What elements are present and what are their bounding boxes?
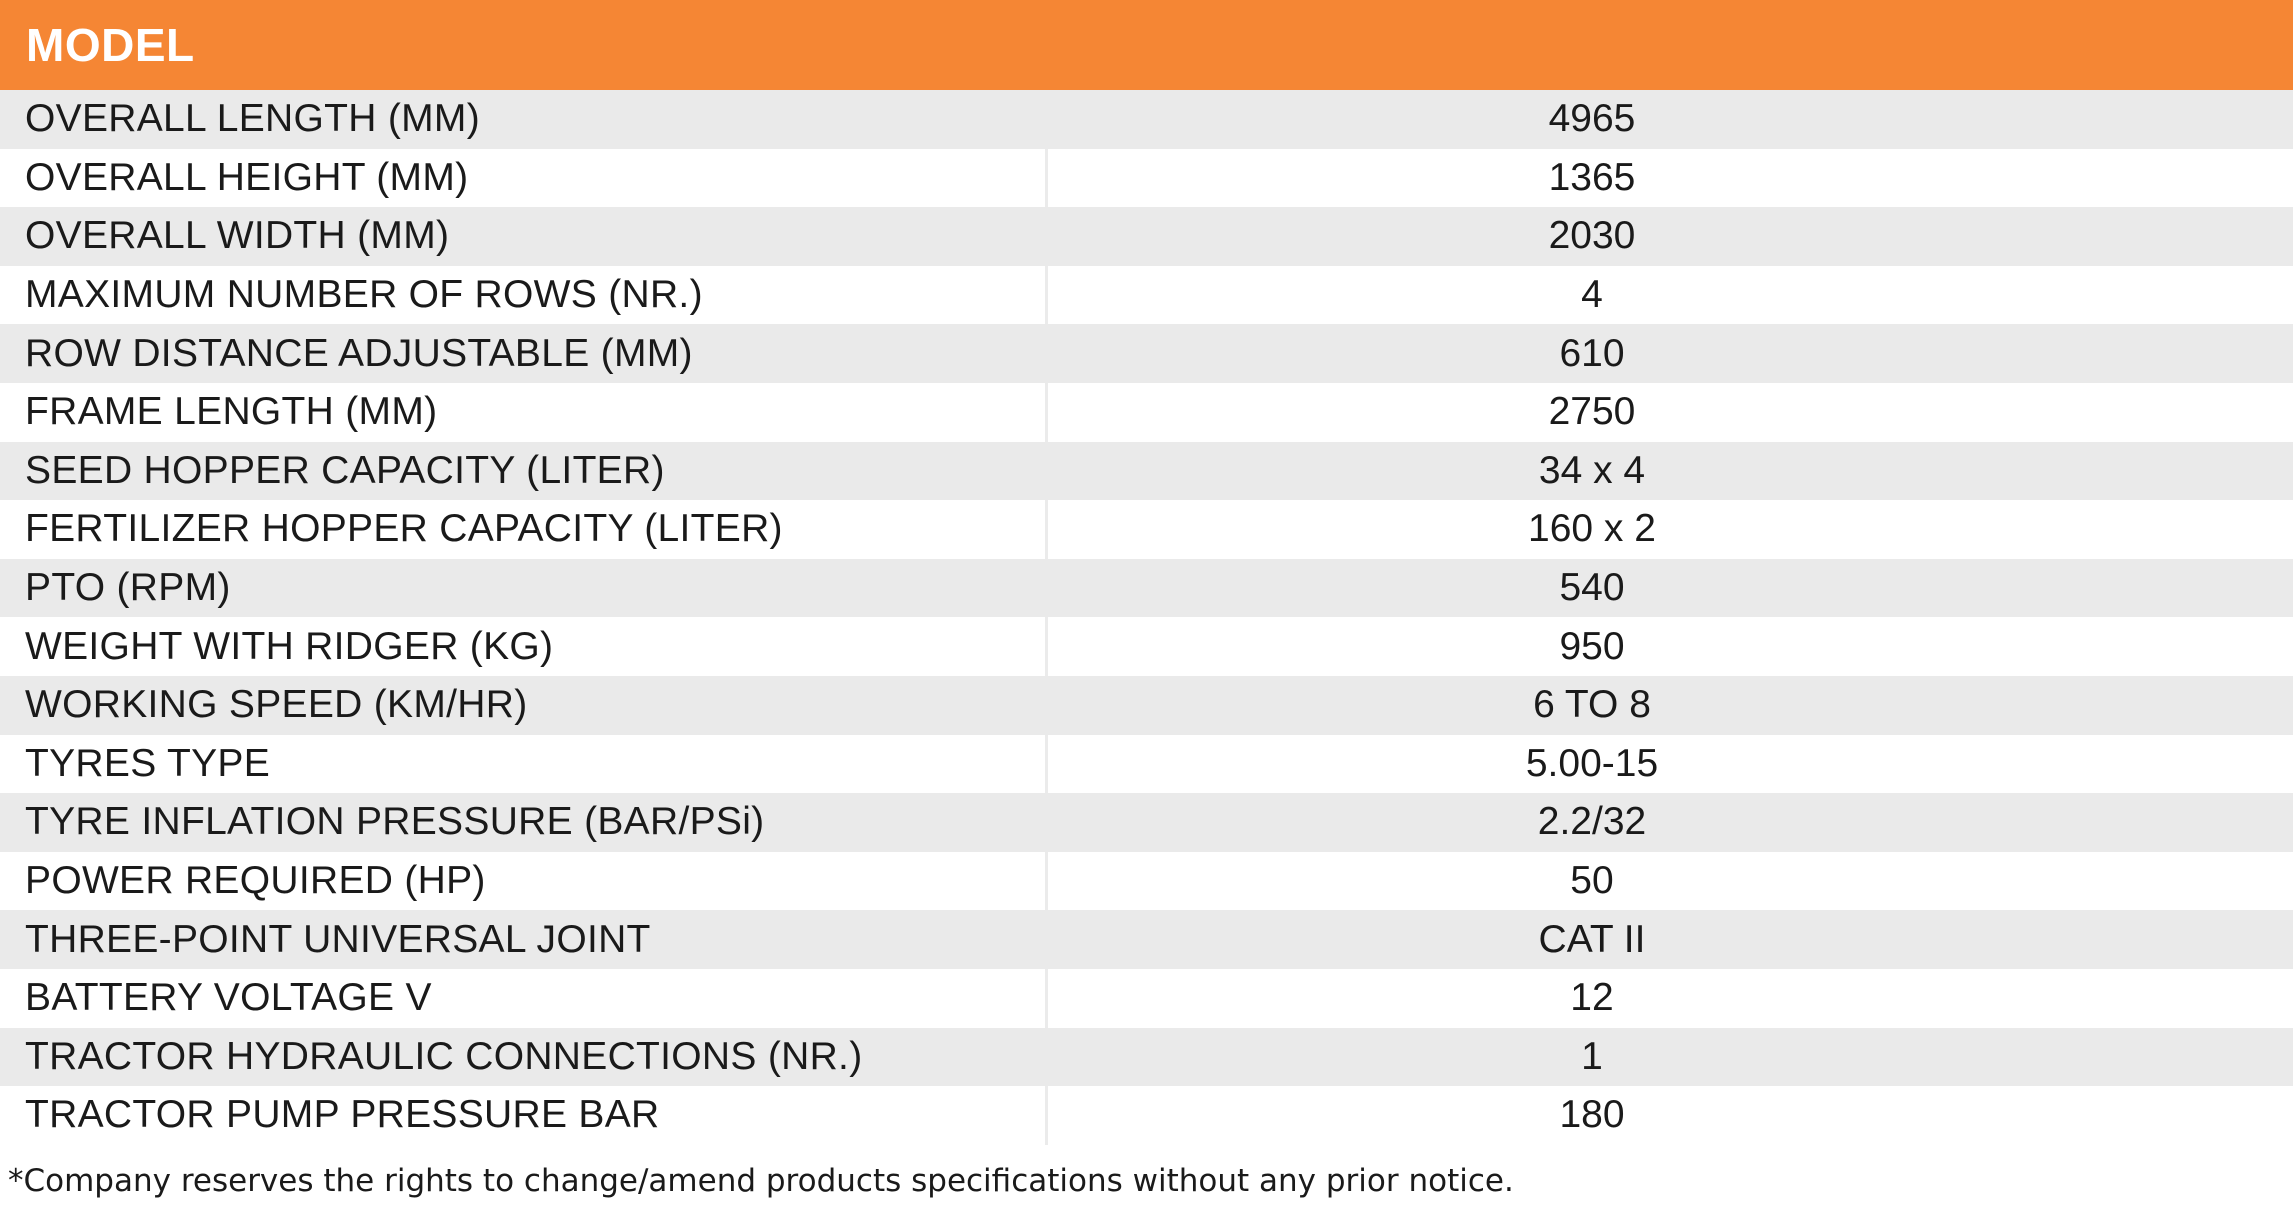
spec-value: 2.2/32 — [1537, 800, 1647, 844]
spec-table — [0, 90, 2293, 1145]
spec-label: OVERALL LENGTH (MM) — [25, 97, 480, 141]
disclaimer-footnote: *Company reserves the rights to change/amend products specifications without any prior notice. — [8, 1163, 1514, 1199]
spec-label: TRACTOR HYDRAULIC CONNECTIONS (NR.) — [25, 1034, 863, 1078]
spec-label: BATTERY VOLTAGE V — [25, 976, 432, 1020]
column-divider — [1045, 617, 1048, 676]
column-divider — [1045, 266, 1048, 325]
table-row — [0, 90, 2293, 149]
spec-label: POWER REQUIRED (HP) — [25, 859, 486, 903]
spec-label: MAXIMUM NUMBER OF ROWS (NR.) — [25, 273, 703, 317]
table-row — [0, 969, 2293, 1028]
spec-label: FRAME LENGTH (MM) — [25, 390, 438, 434]
spec-value: 4965 — [1548, 97, 1636, 141]
table-row — [0, 149, 2293, 208]
table-row — [0, 910, 2293, 969]
spec-value: CAT II — [1538, 917, 1646, 961]
spec-label: OVERALL WIDTH (MM) — [25, 214, 450, 258]
spec-label: ROW DISTANCE ADJUSTABLE (MM) — [25, 331, 693, 375]
column-divider — [1045, 500, 1048, 559]
column-divider — [1045, 735, 1048, 794]
table-row — [0, 852, 2293, 911]
table-row — [0, 266, 2293, 325]
table-row — [0, 676, 2293, 735]
spec-value: 6 TO 8 — [1533, 683, 1651, 727]
spec-label: WORKING SPEED (KM/HR) — [25, 683, 528, 727]
spec-label: WEIGHT WITH RIDGER (KG) — [25, 624, 554, 668]
spec-value: 950 — [1559, 624, 1625, 668]
table-row — [0, 500, 2293, 559]
spec-label: OVERALL HEIGHT (MM) — [25, 155, 469, 199]
spec-value: 180 — [1559, 1093, 1625, 1137]
spec-value: 12 — [1570, 976, 1614, 1020]
spec-label: SEED HOPPER CAPACITY (LITER) — [25, 448, 665, 492]
table-row — [0, 1086, 2293, 1145]
model-title: MODEL — [26, 19, 195, 71]
column-divider — [1045, 149, 1048, 208]
table-row — [0, 735, 2293, 794]
table-row — [0, 1028, 2293, 1087]
table-row — [0, 617, 2293, 676]
table-row — [0, 383, 2293, 442]
spec-value: 2750 — [1548, 390, 1636, 434]
table-row — [0, 207, 2293, 266]
table-row — [0, 559, 2293, 618]
column-divider — [1045, 1086, 1048, 1145]
spec-value: 2030 — [1548, 214, 1636, 258]
spec-value: 160 x 2 — [1528, 507, 1656, 551]
column-divider — [1045, 969, 1048, 1028]
spec-value: 1 — [1581, 1034, 1603, 1078]
table-row — [0, 324, 2293, 383]
spec-value: 1365 — [1548, 155, 1636, 199]
spec-value: 5.00-15 — [1525, 741, 1659, 785]
spec-label: TYRES TYPE — [25, 741, 271, 785]
column-divider — [1045, 852, 1048, 911]
column-divider — [1045, 383, 1048, 442]
spec-value: 610 — [1559, 331, 1625, 375]
spec-value: 50 — [1570, 859, 1614, 903]
model-header — [0, 0, 2293, 90]
spec-label: THREE-POINT UNIVERSAL JOINT — [25, 917, 651, 961]
spec-label: PTO (RPM) — [25, 566, 231, 610]
spec-value: 540 — [1559, 566, 1625, 610]
table-row — [0, 793, 2293, 852]
spec-label: TYRE INFLATION PRESSURE (BAR/PSi) — [25, 800, 765, 844]
table-row — [0, 442, 2293, 501]
spec-label: TRACTOR PUMP PRESSURE BAR — [25, 1093, 660, 1137]
spec-value: 4 — [1581, 273, 1603, 317]
spec-value: 34 x 4 — [1538, 448, 1646, 492]
spec-label: FERTILIZER HOPPER CAPACITY (LITER) — [25, 507, 783, 551]
